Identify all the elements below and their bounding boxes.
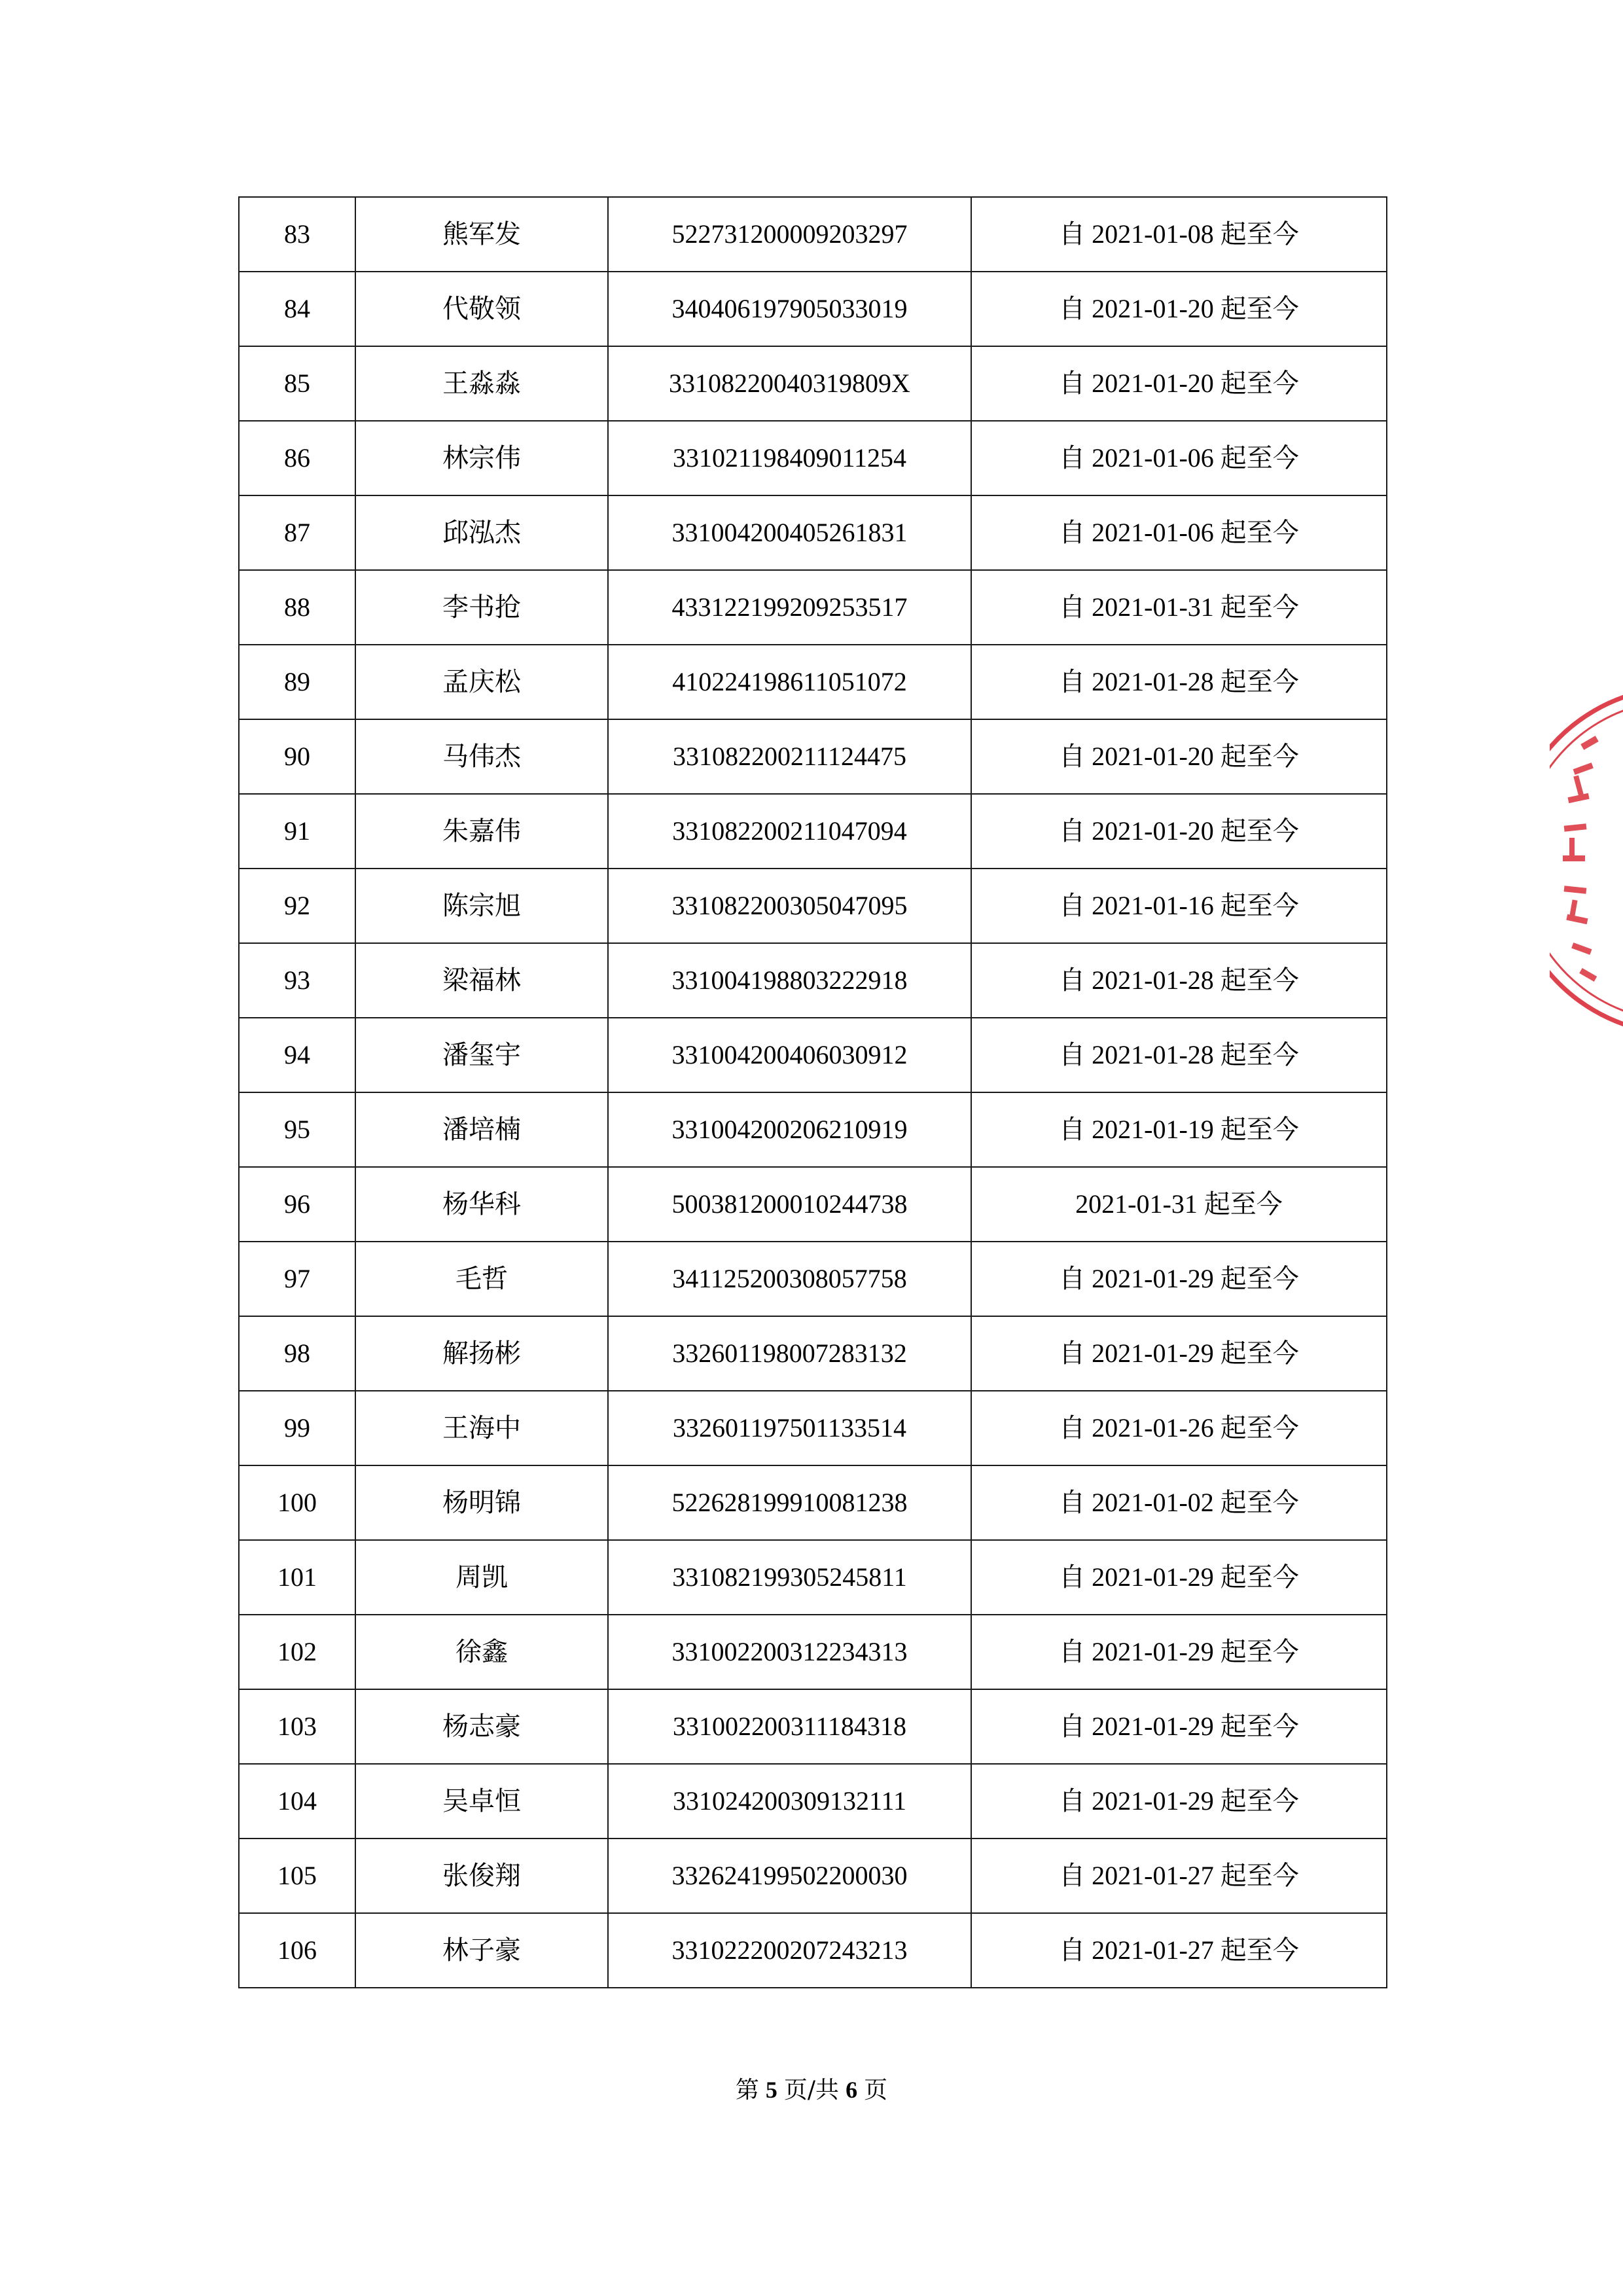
row-number: 90 xyxy=(239,719,355,794)
period: 2021-01-31 起至今 xyxy=(971,1167,1387,1242)
personnel-table xyxy=(238,196,1387,1988)
person-name: 潘培楠 xyxy=(355,1092,608,1167)
period: 自 2021-01-19 起至今 xyxy=(971,1092,1387,1167)
period: 自 2021-01-20 起至今 xyxy=(971,272,1387,346)
id-number: 433122199209253517 xyxy=(608,570,971,645)
period: 自 2021-01-06 起至今 xyxy=(971,421,1387,495)
period: 自 2021-01-29 起至今 xyxy=(971,1689,1387,1764)
period: 自 2021-01-02 起至今 xyxy=(971,1465,1387,1540)
id-number: 331002200312234313 xyxy=(608,1615,971,1689)
row-number: 102 xyxy=(239,1615,355,1689)
id-number: 331004200406030912 xyxy=(608,1018,971,1092)
person-name: 吴卓恒 xyxy=(355,1764,608,1839)
person-name: 徐鑫 xyxy=(355,1615,608,1689)
row-number: 86 xyxy=(239,421,355,495)
person-name: 潘玺宇 xyxy=(355,1018,608,1092)
period: 自 2021-01-06 起至今 xyxy=(971,495,1387,570)
id-number: 331004200405261831 xyxy=(608,495,971,570)
table-row xyxy=(239,1689,1387,1764)
person-name: 代敬领 xyxy=(355,272,608,346)
period: 自 2021-01-29 起至今 xyxy=(971,1615,1387,1689)
row-number: 88 xyxy=(239,570,355,645)
period: 自 2021-01-20 起至今 xyxy=(971,346,1387,421)
table-row xyxy=(239,1092,1387,1167)
footer-middle: 页/共 xyxy=(783,2077,840,2104)
row-number: 104 xyxy=(239,1764,355,1839)
id-number: 500381200010244738 xyxy=(608,1167,971,1242)
table-row xyxy=(239,1018,1387,1092)
period: 自 2021-01-28 起至今 xyxy=(971,645,1387,719)
id-number: 331022200207243213 xyxy=(608,1913,971,1988)
person-name: 周凯 xyxy=(355,1540,608,1615)
id-number: 331021198409011254 xyxy=(608,421,971,495)
person-name: 孟庆松 xyxy=(355,645,608,719)
table-row xyxy=(239,1242,1387,1316)
seal-graphic xyxy=(1550,684,1623,1037)
row-number: 94 xyxy=(239,1018,355,1092)
row-number: 91 xyxy=(239,794,355,869)
table-row xyxy=(239,1913,1387,1988)
id-number: 332624199502200030 xyxy=(608,1839,971,1913)
table-row xyxy=(239,1764,1387,1839)
table-row xyxy=(239,1391,1387,1465)
row-number: 93 xyxy=(239,943,355,1018)
person-name: 王淼淼 xyxy=(355,346,608,421)
id-number: 33108220040319809X xyxy=(608,346,971,421)
table-row xyxy=(239,495,1387,570)
row-number: 106 xyxy=(239,1913,355,1988)
row-number: 89 xyxy=(239,645,355,719)
table-row xyxy=(239,645,1387,719)
person-name: 梁福林 xyxy=(355,943,608,1018)
row-number: 84 xyxy=(239,272,355,346)
id-number: 332601198007283132 xyxy=(608,1316,971,1391)
period: 自 2021-01-20 起至今 xyxy=(971,794,1387,869)
table-row xyxy=(239,421,1387,495)
row-number: 83 xyxy=(239,197,355,272)
table-row xyxy=(239,1167,1387,1242)
table-row xyxy=(239,1465,1387,1540)
person-name: 解扬彬 xyxy=(355,1316,608,1391)
person-name: 李书抢 xyxy=(355,570,608,645)
row-number: 92 xyxy=(239,869,355,943)
table-row xyxy=(239,1615,1387,1689)
row-number: 103 xyxy=(239,1689,355,1764)
period: 自 2021-01-29 起至今 xyxy=(971,1242,1387,1316)
id-number: 331024200309132111 xyxy=(608,1764,971,1839)
period: 自 2021-01-27 起至今 xyxy=(971,1839,1387,1913)
period: 自 2021-01-29 起至今 xyxy=(971,1316,1387,1391)
id-number: 331004200206210919 xyxy=(608,1092,971,1167)
row-number: 95 xyxy=(239,1092,355,1167)
person-name: 林子豪 xyxy=(355,1913,608,1988)
id-number: 410224198611051072 xyxy=(608,645,971,719)
table-row xyxy=(239,1316,1387,1391)
current-page-number: 5 xyxy=(765,2077,777,2103)
row-number: 87 xyxy=(239,495,355,570)
id-number: 522628199910081238 xyxy=(608,1465,971,1540)
period: 自 2021-01-20 起至今 xyxy=(971,719,1387,794)
period: 自 2021-01-08 起至今 xyxy=(971,197,1387,272)
table-row xyxy=(239,272,1387,346)
table-row xyxy=(239,719,1387,794)
table-row xyxy=(239,869,1387,943)
person-name: 朱嘉伟 xyxy=(355,794,608,869)
row-number: 105 xyxy=(239,1839,355,1913)
id-number: 331082200305047095 xyxy=(608,869,971,943)
id-number: 331082200211047094 xyxy=(608,794,971,869)
period: 自 2021-01-27 起至今 xyxy=(971,1913,1387,1988)
table-row xyxy=(239,1540,1387,1615)
person-name: 陈宗旭 xyxy=(355,869,608,943)
row-number: 99 xyxy=(239,1391,355,1465)
period: 自 2021-01-29 起至今 xyxy=(971,1764,1387,1839)
footer-prefix: 第 xyxy=(735,2077,759,2104)
id-number: 331082199305245811 xyxy=(608,1540,971,1615)
id-number: 341125200308057758 xyxy=(608,1242,971,1316)
table-row xyxy=(239,1839,1387,1913)
table-row xyxy=(239,346,1387,421)
footer-suffix: 页 xyxy=(864,2077,888,2104)
person-name: 马伟杰 xyxy=(355,719,608,794)
row-number: 85 xyxy=(239,346,355,421)
person-name: 杨志豪 xyxy=(355,1689,608,1764)
id-number: 331002200311184318 xyxy=(608,1689,971,1764)
table-row xyxy=(239,943,1387,1018)
row-number: 96 xyxy=(239,1167,355,1242)
person-name: 林宗伟 xyxy=(355,421,608,495)
id-number: 331004198803222918 xyxy=(608,943,971,1018)
table-row xyxy=(239,570,1387,645)
table-row xyxy=(239,197,1387,272)
person-name: 杨华科 xyxy=(355,1167,608,1242)
seal-lettering-marks xyxy=(1563,736,1599,982)
person-name: 杨明锦 xyxy=(355,1465,608,1540)
period: 自 2021-01-29 起至今 xyxy=(971,1540,1387,1615)
period: 自 2021-01-28 起至今 xyxy=(971,943,1387,1018)
row-number: 97 xyxy=(239,1242,355,1316)
page-footer xyxy=(0,2072,1623,2105)
total-page-number: 6 xyxy=(846,2077,858,2103)
person-name: 邱泓杰 xyxy=(355,495,608,570)
row-number: 100 xyxy=(239,1465,355,1540)
row-number: 98 xyxy=(239,1316,355,1391)
id-number: 522731200009203297 xyxy=(608,197,971,272)
official-seal-stamp xyxy=(1550,684,1623,1037)
period: 自 2021-01-28 起至今 xyxy=(971,1018,1387,1092)
id-number: 331082200211124475 xyxy=(608,719,971,794)
person-name: 王海中 xyxy=(355,1391,608,1465)
period: 自 2021-01-26 起至今 xyxy=(971,1391,1387,1465)
row-number: 101 xyxy=(239,1540,355,1615)
person-name: 熊军发 xyxy=(355,197,608,272)
person-name: 张俊翔 xyxy=(355,1839,608,1913)
id-number: 332601197501133514 xyxy=(608,1391,971,1465)
period: 自 2021-01-31 起至今 xyxy=(971,570,1387,645)
table-row xyxy=(239,794,1387,869)
personnel-table-body xyxy=(239,197,1387,1988)
person-name: 毛哲 xyxy=(355,1242,608,1316)
period: 自 2021-01-16 起至今 xyxy=(971,869,1387,943)
id-number: 340406197905033019 xyxy=(608,272,971,346)
